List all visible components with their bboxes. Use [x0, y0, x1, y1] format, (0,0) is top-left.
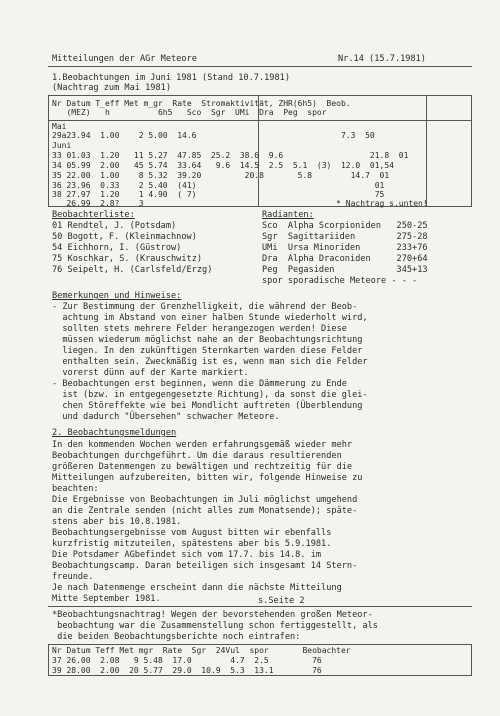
remarks-heading: Bemerkungen und Hinweise:: [52, 291, 182, 301]
header-title: Mitteilungen der AGr Meteore: [52, 54, 197, 64]
section2-line: Beobachtungscamp. Daran beteiligen sich insgesamt 14 Stern-: [52, 561, 358, 571]
section2-line: Beobachtungsergebnisse vom August bitten wir ebenfalls: [52, 528, 332, 538]
nachtrag-line: *Beobachtungsnachtrag! Wegen der bevorstehenden großen Meteor-: [52, 610, 373, 620]
remark-line: chen Störeffekte wie bei Mondlicht auftreten (Überblendung: [52, 401, 363, 411]
section2-line: In den kommenden Wochen werden erfahrungsgemäß wieder mehr: [52, 440, 353, 450]
radiant-item: Sco Alpha Scorpioniden 250-25: [262, 221, 428, 231]
table-row: 26.99 2.8? 3 * Nachtrag s.unten!: [52, 199, 428, 208]
remark-line: liegen. In den zukünftigen Sternkarten warden diese Felder: [52, 346, 363, 356]
section2-line: Mitteilungen aufzubereiten, bitten wir, folgende Hinweise zu: [52, 473, 363, 483]
observer-item: 01 Rendtel, J. (Potsdam): [52, 221, 177, 231]
section2-line: stens aber bis 10.8.1981.: [52, 517, 182, 527]
remark-line: und dadurch "Übersehen" schwacher Meteore.: [52, 412, 280, 422]
radiants-heading: Radianten:: [262, 210, 314, 220]
table-row: 33 01.03 1.20 11 5.27 47.85 25.2 38.6 9.6 21.8 01: [52, 151, 409, 160]
table-row: 35 22.00 1.00 8 5.32 39.20 20.8 5.8 14.7 01: [52, 171, 390, 180]
table-row: 29a23.94 1.00 2 5.00 14.6 7.3 50: [52, 131, 375, 140]
radiant-item: spor sporadische Meteore - - -: [262, 276, 418, 286]
remark-line: - Beobachtungen erst beginnen, wenn die Dämmerung zu Ende: [52, 379, 347, 389]
table-column-divider: [426, 95, 427, 207]
observer-item: 50 Bogott, F. (Kleinmachnow): [52, 232, 197, 242]
radiant-item: Peg Pegasiden 345+13: [262, 265, 428, 275]
remark-line: enthalten sein. Zweckmäßig ist es, wenn man sich die Felder: [52, 357, 368, 367]
nachtrag-table-header: Nr Datum Teff Met mgr Rate Sgr 24Vul spor Beobachter: [52, 646, 351, 655]
section2-line: größeren Datenmengen zu bewältigen und rechtzeitig für die: [52, 462, 353, 472]
observer-item: 75 Koschkar, S. (Krauschwitz): [52, 254, 203, 264]
section2-line: Je nach Datenmenge erscheint dann die nächste Mitteilung: [52, 583, 342, 593]
radiant-item: UMi Ursa Minoriden 233+76: [262, 243, 428, 253]
page-note: s.Seite 2: [258, 596, 305, 606]
section2-line: kurzfristig mitzuteilen, spätestens aber bis 5.9.1981.: [52, 539, 332, 549]
section2-line: Mitte September 1981.: [52, 594, 161, 604]
remark-line: ist (bzw. in entgegengesetzte Richtung), da sonst die glei-: [52, 390, 368, 400]
table-row: 34 05.99 2.00 45 5.74 33.64 9.6 14.5 2.5 5.1 (3) 12.0 01,54: [52, 161, 394, 170]
table-header-row2: (MEZ) h 6h5 Sco Sgr UMi Dra Peg spor: [52, 108, 327, 117]
table-row: Mai: [52, 122, 67, 131]
section2-heading: 2. Beobachtungsmeldungen: [52, 428, 177, 438]
header-divider: [48, 66, 472, 67]
section2-line: Beobachtungen durchgeführt. Um die daraus resultierenden: [52, 451, 342, 461]
radiant-item: Sgr Sagittariiden 275-28: [262, 232, 428, 242]
section1-heading: 1.Beobachtungen im Juni 1981 (Stand 10.7.1981): [52, 73, 290, 83]
section1-subheading: (Nachtrag zum Mai 1981): [52, 83, 171, 93]
radiant-item: Dra Alpha Draconiden 270+64: [262, 254, 428, 264]
remark-line: müssen wiederum möglichst nahe an der Beobachtungsrichtung: [52, 335, 363, 345]
nachtrag-table-row: 39 28.00 2.00 20 5.77 29.0 10.9 5.3 13.1 76: [52, 666, 322, 675]
section2-line: freunde.: [52, 572, 94, 582]
section2-line: an die Zentrale senden (nicht alles zum Monatsende); späte-: [52, 506, 358, 516]
observer-item: 54 Eichhorn, I. (Güstrow): [52, 243, 182, 253]
table-header-divider: [48, 120, 472, 121]
nachtrag-line: die beiden Beobachtungsberichte noch eintrafen:: [52, 632, 301, 642]
observer-item: 76 Seipelt, H. (Carlsfeld/Erzg): [52, 265, 213, 275]
section-divider: [48, 606, 472, 607]
section2-line: Die Ergebnisse von Beobachtungen im Juli möglichst umgehend: [52, 495, 358, 505]
remark-line: achtung im Abstand von einer halben Stunde wiederholt wird,: [52, 313, 368, 323]
table-row: 38 27.97 1.20 1 4.90 ( 7) 75: [52, 190, 385, 199]
remark-line: vorerst dünn auf der Karte markiert.: [52, 368, 249, 378]
table-row: Juni: [52, 141, 72, 150]
nachtrag-line: beobachtung war die Zusammenstellung schon fertiggestellt, als: [52, 621, 378, 631]
table-row: 36 23.96 0.33 2 5.40 (41) 01: [52, 181, 385, 190]
nachtrag-table-row: 37 26.00 2.08 9 5.48 17.0 4.7 2.5 76: [52, 656, 322, 665]
table-header-row1: Nr Datum T_eff Met m_gr Rate Stromaktivität, ZHR(6h5) Beob.: [52, 99, 351, 108]
remark-line: sollten stets mehrere Felder herangezogen werden! Diese: [52, 324, 347, 334]
section2-line: Die Potsdamer AGbefindet sich vom 17.7. bis 14.8. im: [52, 550, 322, 560]
remark-line: - Zur Bestimmung der Grenzhelligkeit, die während der Beob-: [52, 302, 358, 312]
section2-line: beachten:: [52, 484, 99, 494]
observers-heading: Beobachterliste:: [52, 210, 135, 220]
header-number: Nr.14 (15.7.1981): [338, 54, 426, 64]
